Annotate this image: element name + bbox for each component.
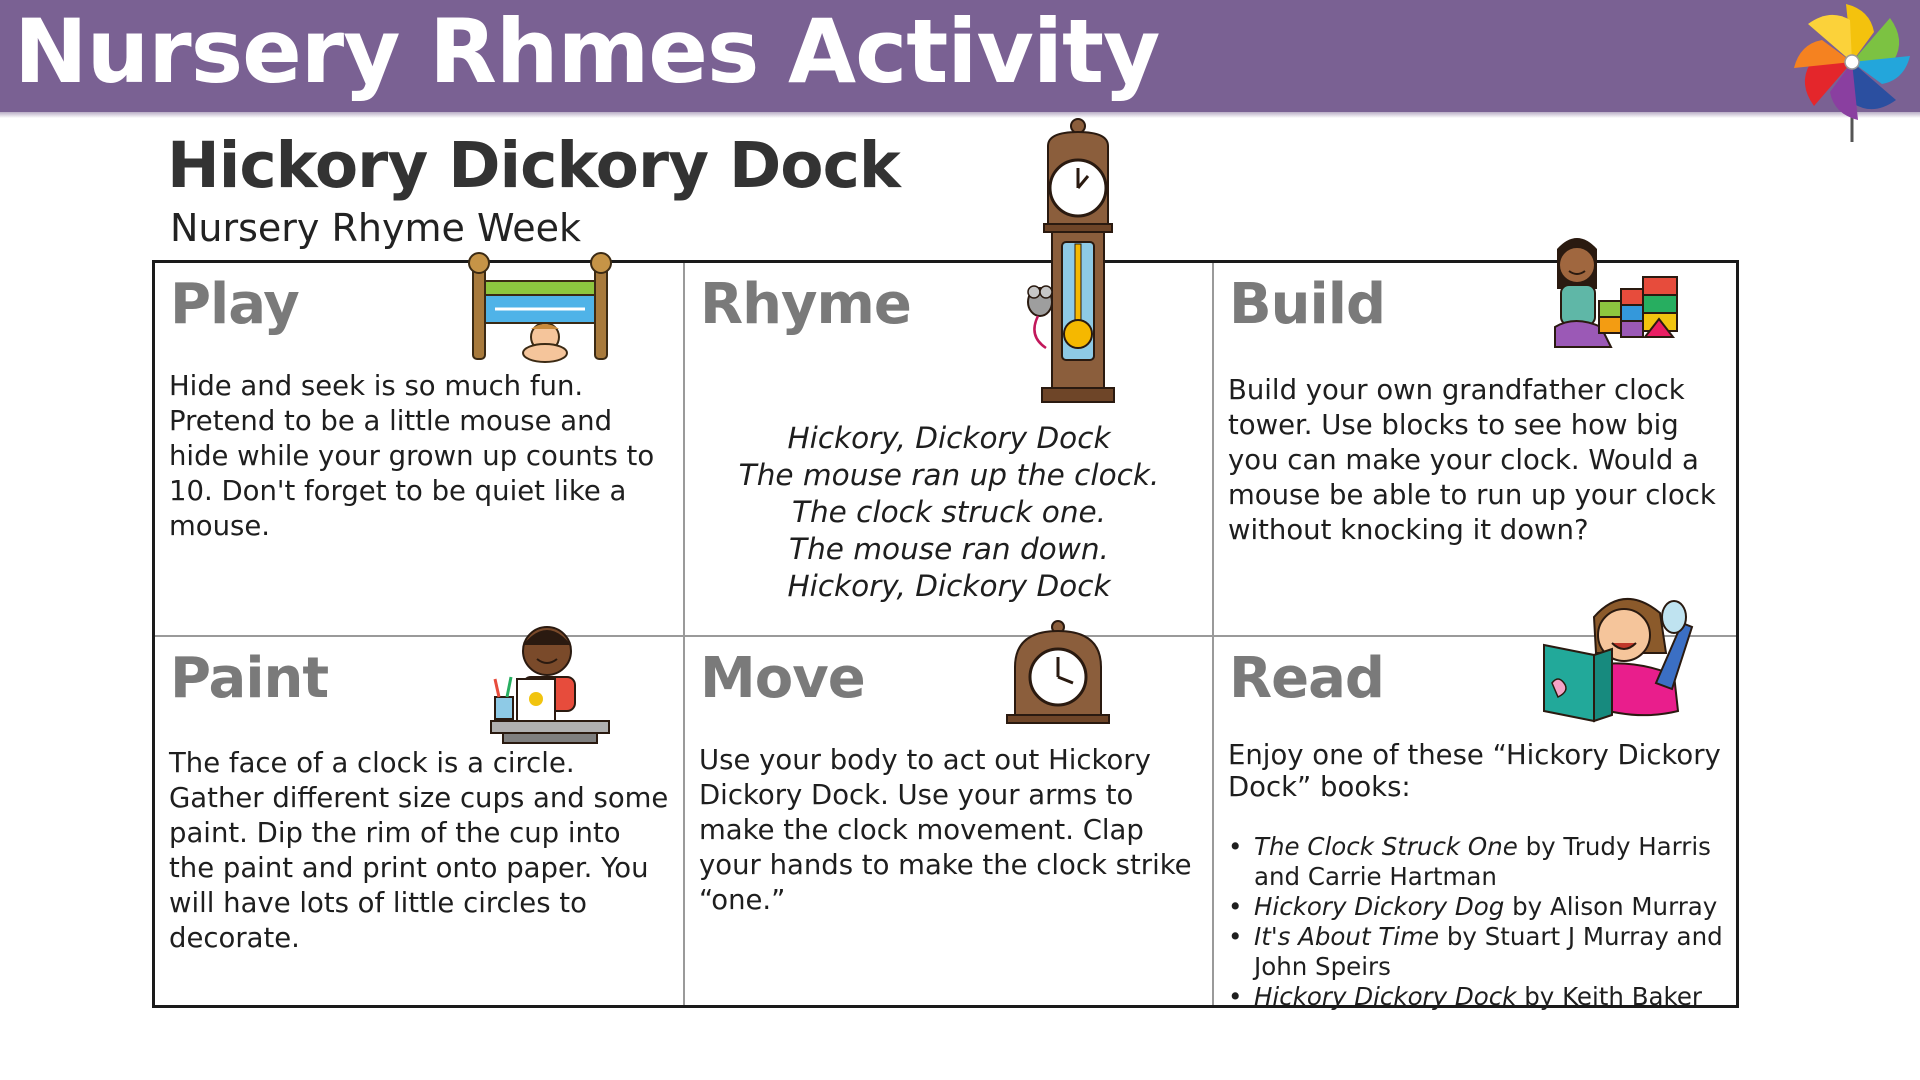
mantel-clock-icon bbox=[1003, 617, 1113, 725]
read-text: Enjoy one of these “Hickory Dickory Dock” books: bbox=[1228, 739, 1721, 803]
rhyme-verse bbox=[685, 420, 1213, 605]
build-text: Build your own grandfather clock tower. Use blocks to see how big you can make your clock. Would a mouse be able to run up your clock without knocking it down? bbox=[1228, 374, 1716, 546]
paint-text: The face of a clock is a circle. Gather different size cups and some paint. Dip the rim of the cup into the paint and print onto paper. You will have lots of little circles to decorate. bbox=[169, 747, 669, 954]
paint-cell bbox=[155, 637, 683, 1009]
bullet: • bbox=[1228, 982, 1243, 1011]
grandfather-clock-mouse-icon bbox=[1018, 116, 1138, 416]
play-text: Hide and seek is so much fun. Pretend to be a little mouse and hide while your grown up counts to 10. Don't forget to be quiet like a mouse. bbox=[169, 370, 655, 542]
bullet: • bbox=[1228, 892, 1243, 921]
rhyme-line: The mouse ran up the clock. bbox=[738, 458, 1160, 492]
page-title: Hickory Dickory Dock bbox=[167, 129, 900, 202]
book-author: by Trudy Harris and Carrie Hartman bbox=[1254, 832, 1711, 891]
play-cell bbox=[155, 263, 683, 635]
paint-title: Paint bbox=[170, 646, 329, 711]
rhyme-title: Rhyme bbox=[700, 272, 911, 337]
activity-grid bbox=[152, 260, 1739, 1011]
header-title: Nursery Rhmes Activity bbox=[14, 0, 1160, 103]
move-cell bbox=[685, 637, 1213, 1009]
build-title: Build bbox=[1229, 272, 1386, 337]
read-cell bbox=[1214, 637, 1742, 1009]
rhyme-line: Hickory, Dickory Dock bbox=[787, 421, 1111, 455]
book-title: The Clock Struck One bbox=[1254, 832, 1518, 861]
book-title: Hickory Dickory Dock bbox=[1254, 982, 1517, 1011]
rhyme-line: The clock struck one. bbox=[791, 495, 1107, 529]
pinwheel-logo-icon bbox=[1776, 0, 1916, 145]
book-author: by Alison Murray bbox=[1504, 892, 1718, 921]
play-title: Play bbox=[170, 272, 299, 337]
build-cell bbox=[1214, 263, 1742, 635]
bed-hiding-child-icon bbox=[465, 251, 625, 371]
bullet: • bbox=[1228, 832, 1243, 861]
book-list-item bbox=[1228, 922, 1733, 982]
book-title: It's About Time bbox=[1254, 922, 1440, 951]
rhyme-line: Hickory, Dickory Dock bbox=[787, 569, 1111, 603]
book-list-item bbox=[1228, 892, 1733, 922]
book-author: by Keith Baker bbox=[1516, 982, 1702, 1011]
move-text: Use your body to act out Hickory Dickory Dock. Use your arms to make the clock movement. Clap your hands to make the clock strike “one.” bbox=[699, 744, 1192, 916]
rhyme-line: The mouse ran down. bbox=[789, 532, 1109, 566]
book-list-item bbox=[1228, 982, 1733, 1012]
girl-reading-icon bbox=[1524, 587, 1694, 737]
bullet: • bbox=[1228, 922, 1243, 951]
book-title: Hickory Dickory Dog bbox=[1254, 892, 1505, 921]
boy-painting-icon bbox=[485, 617, 615, 747]
page-subtitle: Nursery Rhyme Week bbox=[170, 206, 582, 250]
move-title: Move bbox=[700, 646, 865, 711]
book-author: by Stuart J Murray and John Speirs bbox=[1254, 922, 1723, 981]
girl-with-blocks-icon bbox=[1539, 227, 1689, 377]
book-list bbox=[1228, 832, 1733, 1012]
book-list-item bbox=[1228, 832, 1733, 892]
banner-shadow bbox=[0, 112, 1920, 118]
read-title: Read bbox=[1229, 646, 1384, 711]
